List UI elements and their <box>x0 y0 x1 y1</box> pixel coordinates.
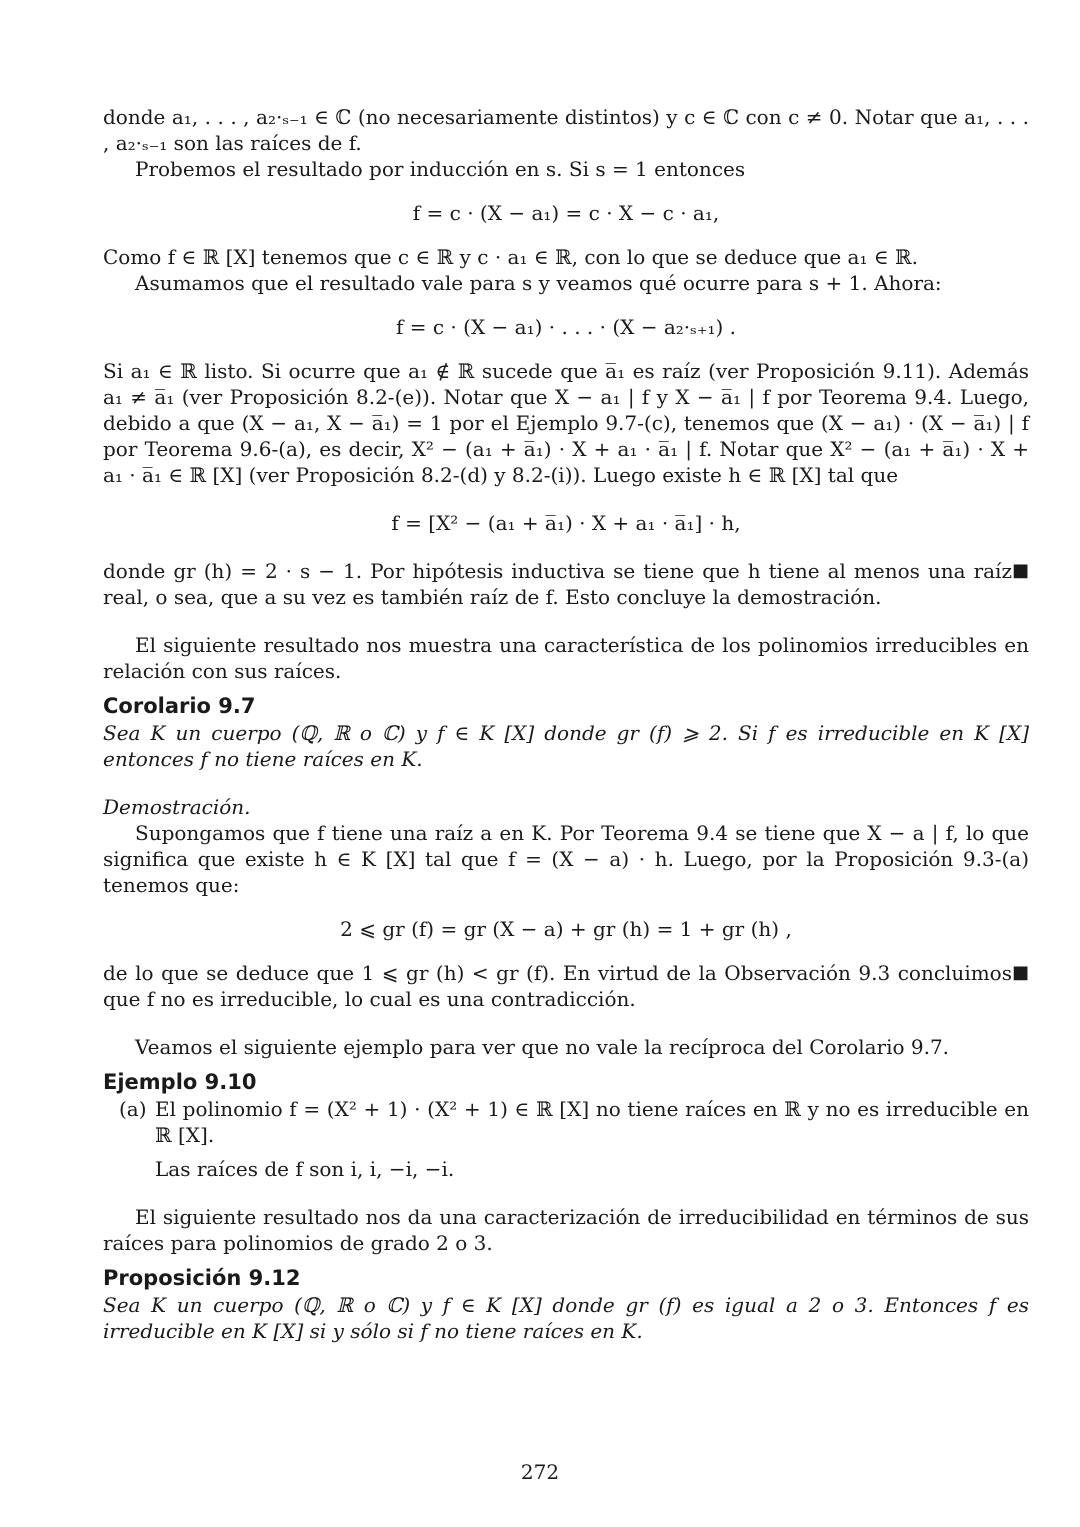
paragraph: Veamos el siguiente ejemplo para ver que no vale la recíproca del Corolario 9.7. <box>135 1035 950 1059</box>
paragraph: Como f ∈ ℝ [X] tenemos que c ∈ ℝ y c · a₁ ∈ ℝ, con lo que se deduce que a₁ ∈ ℝ. <box>103 245 918 269</box>
proposicion-statement: Sea K un cuerpo (ℚ, ℝ o ℂ) y f ∈ K [X] donde gr (f) es igual a 2 o 3. Entonces f es irreducible en K [X] si y sólo si f no tiene raíces en K. <box>103 1293 1029 1343</box>
paragraph <box>103 558 1029 610</box>
proof-label: Demostración. <box>103 795 251 819</box>
paragraph-text: donde gr (h) = 2 · s − 1. Por hipótesis inductiva se tiene que h tiene al menos una raíz real, o sea, que a su vez es también raíz de f. Esto concluye la demostración. <box>103 559 1012 609</box>
paragraph-text: de lo que se deduce que 1 ⩽ gr (h) < gr (f). En virtud de la Observación 9.3 concluimos que f no es irreducible, lo cual es una contradicción. <box>103 961 1012 1011</box>
list-item <box>103 1096 1029 1148</box>
paragraph: Asumamos que el resultado vale para s y veamos qué ocurre para s + 1. Ahora: <box>135 271 942 295</box>
proposicion-heading: Proposición 9.12 <box>103 1266 301 1290</box>
paragraph: Supongamos que f tiene una raíz a en K. Por Teorema 9.4 se tiene que X − a | f, lo que significa que existe h ∈ K [X] tal que f = (X − a) · h. Luego, por la Proposición 9.3-(a) tenemos que: <box>103 821 1029 897</box>
page-number: 272 <box>520 1460 560 1484</box>
qed-icon: ■ <box>1011 962 1029 983</box>
paragraph: El siguiente resultado nos muestra una característica de los polinomios irreducibles en relación con sus raíces. <box>103 633 1029 683</box>
paragraph: Probemos el resultado por inducción en s. Si s = 1 entonces <box>135 157 746 181</box>
item-label: (a) <box>119 1097 147 1121</box>
paragraph <box>103 960 1029 1012</box>
paragraph: El siguiente resultado nos da una caracterización de irreducibilidad en términos de sus raíces para polinomios de grado 2 o 3. <box>103 1205 1029 1255</box>
ejemplo-heading: Ejemplo 9.10 <box>103 1070 257 1094</box>
paragraph: donde a₁, . . . , a₂·ₛ₋₁ ∈ ℂ (no necesariamente distintos) y c ∈ ℂ con c ≠ 0. Notar que a₁, . . . , a₂·ₛ₋₁ son las raíces de f. <box>103 105 1029 155</box>
corolario-statement: Sea K un cuerpo (ℚ, ℝ o ℂ) y f ∈ K [X] donde gr (f) ⩾ 2. Si f es irreducible en K [X] entonces f no tiene raíces en K. <box>103 721 1029 771</box>
page-body <box>103 104 1029 1344</box>
equation: f = c · (X − a₁) = c · X − c · a₁, <box>412 201 720 225</box>
equation: f = c · (X − a₁) · . . . · (X − a₂·ₛ₊₁) . <box>396 315 736 339</box>
paragraph: Si a₁ ∈ ℝ listo. Si ocurre que a₁ ∉ ℝ sucede que a̅₁ es raíz (ver Proposición 9.11). Además a₁ ≠ a̅₁ (ver Proposición 8.2-(e)). Notar que X − a₁ | f y X − a̅₁ | f por Teorema 9.4. Luego, debido a que (X − a₁, X − a̅₁) = 1 por el Ejemplo 9.7-(c), tenemos que (X − a₁) · (X − a̅₁) | f por Teorema 9.6-(a), es decir, X² − (a₁ + a̅₁) · X + a₁ · a̅₁ | f. Notar que X² − (a₁ + a̅₁) · X + a₁ · a̅₁ ∈ ℝ [X] (ver Proposición 8.2-(d) y 8.2-(i)). Luego existe h ∈ ℝ [X] tal que <box>103 359 1029 487</box>
qed-icon: ■ <box>1011 560 1029 581</box>
item-subtext: Las raíces de f son i, i, −i, −i. <box>155 1157 455 1181</box>
equation: f = [X² − (a₁ + a̅₁) · X + a₁ · a̅₁] · h, <box>391 511 741 535</box>
item-text: El polinomio f = (X² + 1) · (X² + 1) ∈ ℝ [X] no tiene raíces en ℝ y no es irreducible en ℝ [X]. <box>155 1097 1029 1147</box>
corolario-heading: Corolario 9.7 <box>103 694 256 718</box>
equation: 2 ⩽ gr (f) = gr (X − a) + gr (h) = 1 + gr (h) , <box>340 917 792 941</box>
